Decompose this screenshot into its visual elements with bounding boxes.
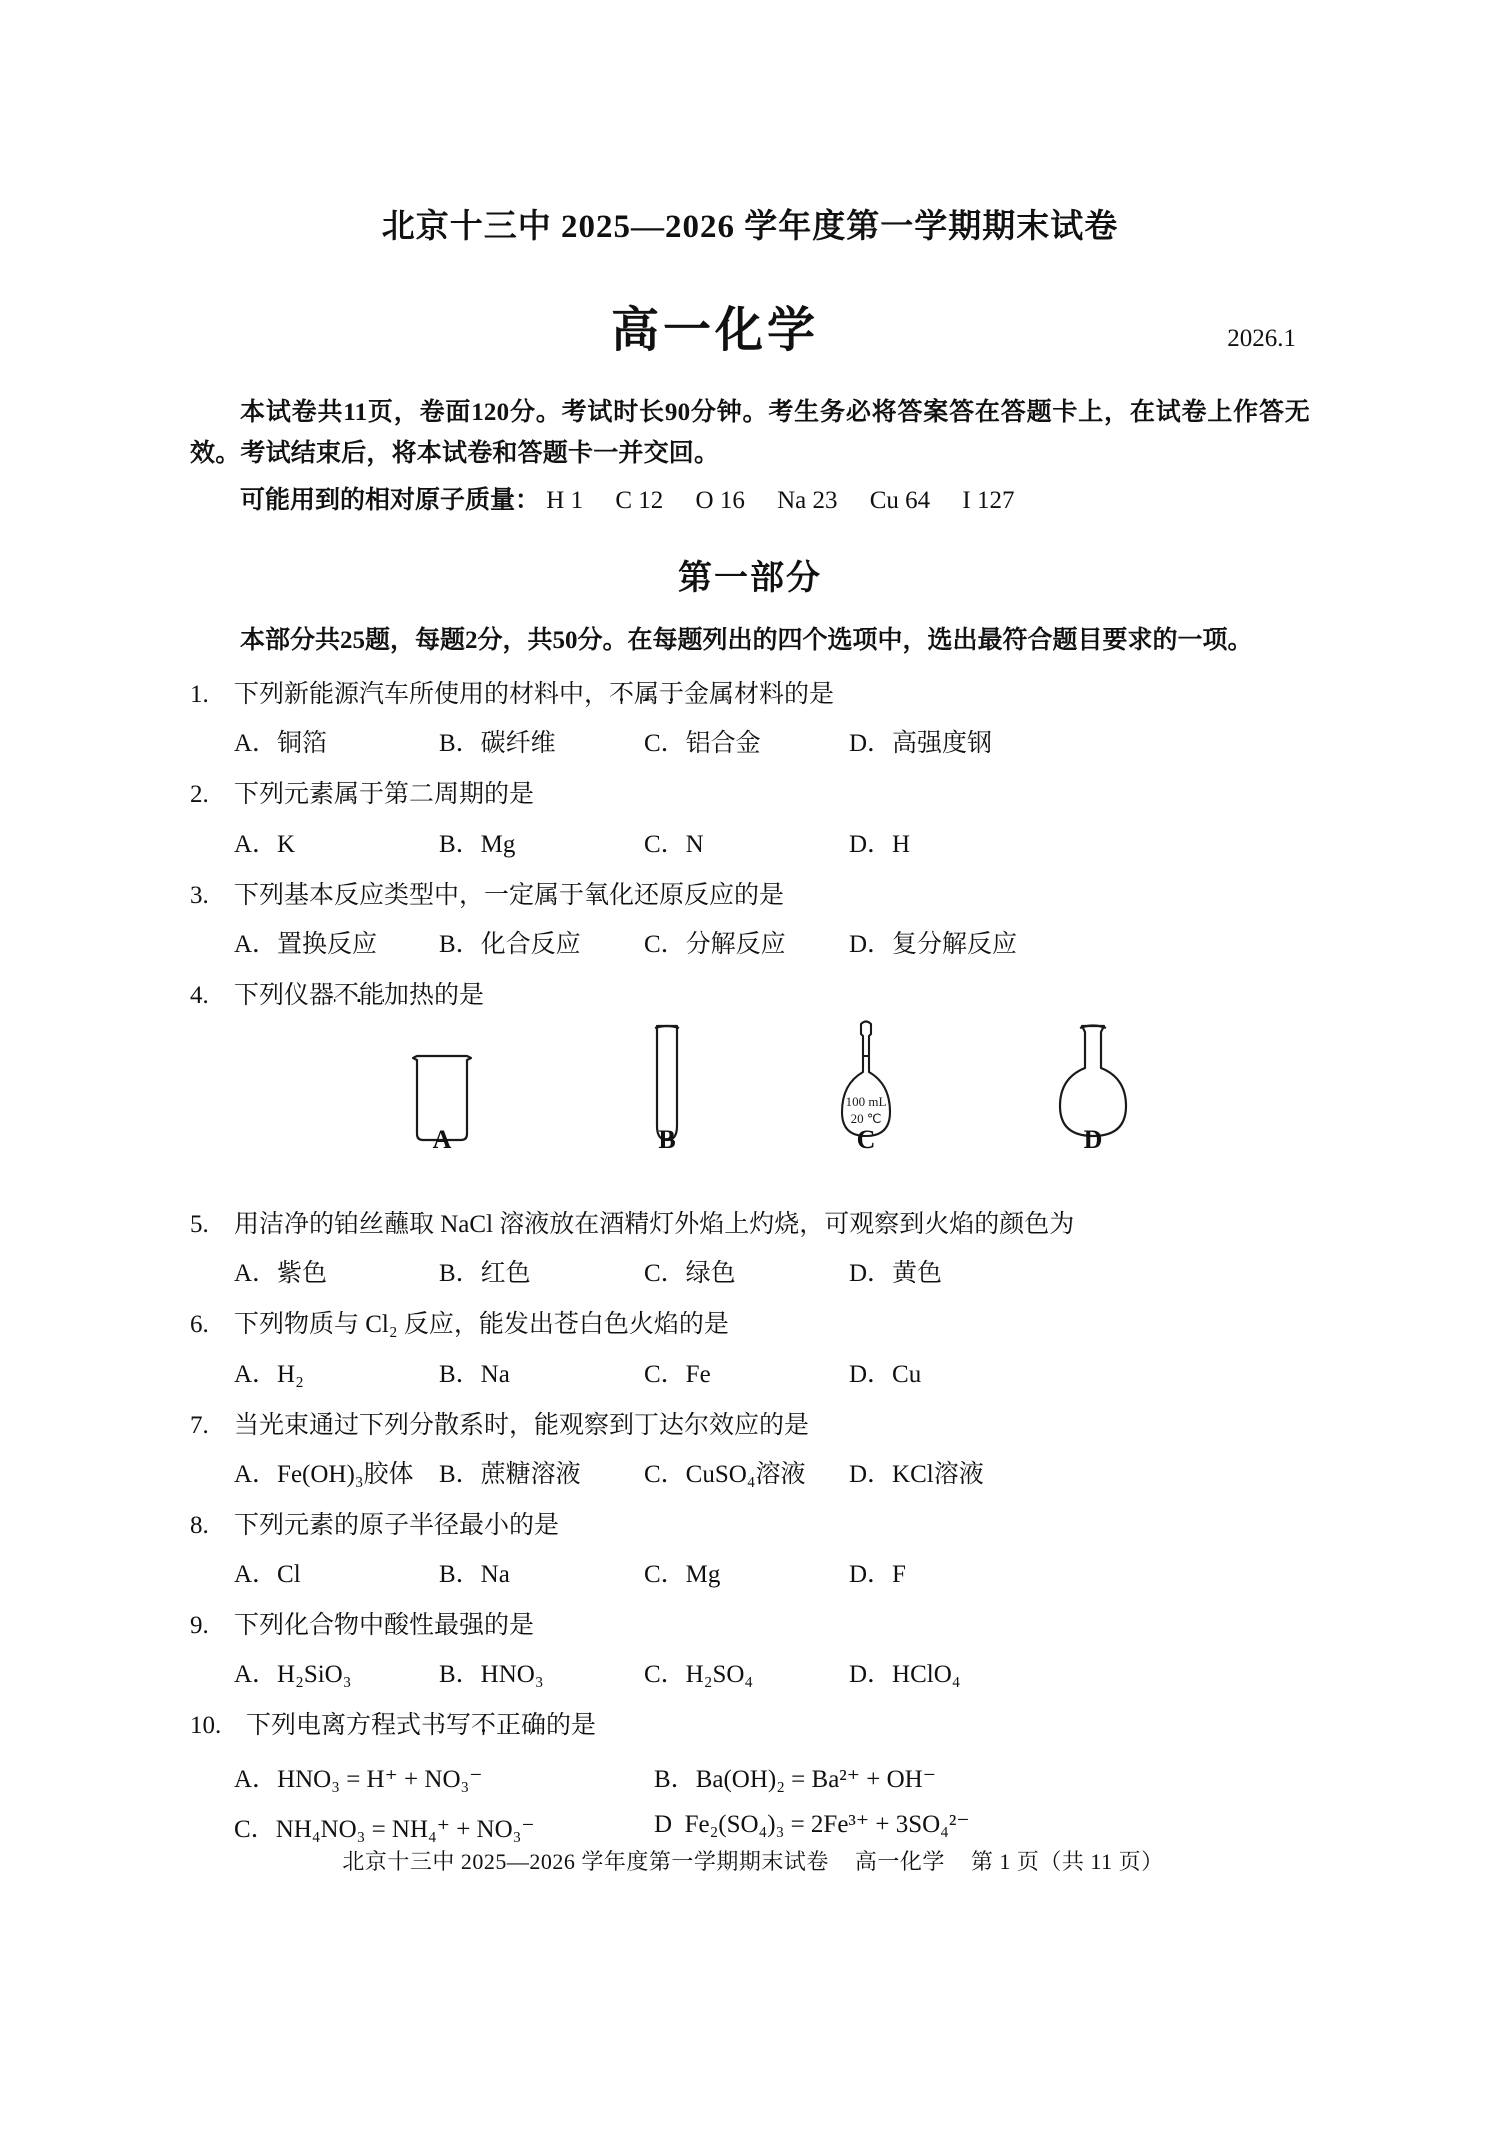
question-10-option-a[interactable] [234, 1759, 654, 1795]
figure-label-c: C [856, 1125, 876, 1154]
question-1-option-c[interactable]: C．铝合金 [644, 730, 761, 758]
question-5-option-c[interactable]: C．绿色 [644, 1260, 736, 1288]
footer-page-number: 第 1 页（共 11 页） [970, 1849, 1164, 1874]
question-6-option-a[interactable]: A．H₂ [234, 1360, 304, 1388]
question-1-option-d[interactable]: D．高强度钢 [849, 730, 993, 758]
question-10-option-c-label: C． [234, 1815, 276, 1843]
question-2-options [234, 827, 1310, 862]
question-8-option-b[interactable]: B．Na [439, 1561, 510, 1588]
instructions-text: 本试卷共11页，卷面120分。考试时长90分钟。考生务必将答案答在答题卡上，在试卷上作答无效。考试结束后，将本试卷和答题卡一并交回。 [190, 399, 1310, 467]
question-7-option-b[interactable]: B．蔗糖溶液 [439, 1460, 581, 1488]
question-9 [190, 1608, 1310, 1692]
atomic-mass-label: 可能用到的相对原子质量： [240, 487, 541, 514]
question-10-stem-emphasis: 不正确 [471, 1712, 546, 1742]
question-6-text: 下列物质与 Cl₂ 反应，能发出苍白色火焰的是 [234, 1311, 729, 1339]
question-8 [190, 1508, 1310, 1592]
atomic-mass-values [540, 487, 1040, 514]
atomic-mass-c: C 12 [615, 487, 664, 514]
question-10 [190, 1708, 1310, 1844]
question-3-option-a[interactable]: A．置换反应 [234, 930, 378, 958]
flask-mark-volume: 100 mL [845, 1094, 887, 1109]
question-8-number: 8. [190, 1511, 209, 1539]
question-6-option-c[interactable]: C．Fe [644, 1360, 711, 1388]
part-heading: 第一部分 [678, 560, 822, 597]
question-7 [190, 1408, 1310, 1492]
question-1-options [234, 726, 1310, 761]
question-1-stem-emphasis: 不属于 [609, 681, 684, 711]
question-9-option-d[interactable]: D．HClO₄ [849, 1661, 961, 1689]
question-1-option-a[interactable]: A．铜箔 [234, 730, 328, 758]
question-8-stem [190, 1508, 1310, 1544]
question-9-number: 9. [190, 1612, 209, 1639]
page-title: 北京十三中 2025—2026 学年度第一学期期末试卷 [381, 209, 1119, 245]
question-3-option-c[interactable]: C．分解反应 [644, 930, 786, 958]
question-10-option-b[interactable] [654, 1759, 1074, 1795]
question-5 [190, 1207, 1310, 1291]
question-10-option-c-equation: NH₄NO₃ = NH₄⁺ + NO₃⁻ [275, 1815, 535, 1843]
question-10-option-d-equation: Fe₂(SO₄)₃ = 2Fe³⁺ + 3SO₄²⁻ [684, 1810, 970, 1838]
question-10-options-row-2 [234, 1809, 1310, 1845]
question-4-stem-post: 加热的是 [384, 981, 485, 1009]
question-4-stem-pre: 下列仪器 [234, 981, 335, 1009]
question-3-number: 3. [190, 881, 209, 909]
question-2-text: 下列元素属于第二周期的是 [234, 781, 535, 809]
question-2-stem [190, 777, 1310, 813]
question-5-option-d[interactable]: D．黄色 [849, 1260, 943, 1288]
atomic-mass-h: H 1 [546, 487, 584, 514]
question-2-number: 2. [190, 781, 209, 809]
question-6-stem [190, 1307, 1310, 1343]
atomic-mass-line [190, 480, 1310, 516]
subject-title: 高一化学 [610, 304, 819, 357]
figure-label-d: D [1083, 1125, 1103, 1154]
question-10-number: 10. [190, 1712, 222, 1740]
figure-label-b: B [658, 1125, 676, 1154]
question-6-number: 6. [190, 1311, 209, 1339]
question-10-option-d-label: D [654, 1810, 673, 1838]
question-1-number: 1. [190, 681, 209, 708]
page-footer [0, 1845, 1506, 1876]
subject-row [190, 291, 1310, 357]
question-10-options-row-1 [234, 1759, 1310, 1795]
question-2-option-d[interactable]: D．H [849, 830, 911, 858]
test-tube-icon [645, 1022, 689, 1155]
question-5-option-a[interactable]: A．紫色 [234, 1260, 328, 1288]
question-5-number: 5. [190, 1211, 209, 1238]
instructions-block [190, 393, 1310, 474]
question-10-text [246, 1708, 1310, 1744]
question-4-number: 4. [190, 981, 209, 1009]
question-3-option-d[interactable]: D．复分解反应 [849, 930, 1018, 958]
question-9-option-c[interactable]: C．H₂SO₄ [644, 1661, 754, 1689]
footer-subject: 高一化学 [854, 1849, 945, 1874]
volumetric-flask-icon [828, 1020, 904, 1155]
question-7-text: 当光束通过下列分散系时，能观察到丁达尔效应的是 [234, 1411, 810, 1439]
question-1-stem-pre: 下列新能源汽车所使用的材料中， [234, 681, 610, 708]
atomic-mass-cu: Cu 64 [869, 487, 931, 514]
question-9-options [234, 1657, 1310, 1692]
question-7-option-c[interactable]: C．CuSO₄溶液 [644, 1460, 806, 1488]
question-4-stem [190, 978, 1310, 1014]
question-10-option-b-label: B． [654, 1765, 696, 1793]
question-3-text: 下列基本反应类型中，一定属于氧化还原反应的是 [234, 881, 785, 909]
flask-mark-temperature: 20 ℃ [850, 1111, 882, 1126]
question-3-options [234, 927, 1310, 962]
question-6-option-b[interactable]: B．Na [439, 1360, 510, 1388]
question-5-stem [190, 1207, 1310, 1243]
question-10-stem-pre: 下列电离方程式书写 [246, 1712, 472, 1740]
question-9-option-a[interactable]: A．H₂SiO₃ [234, 1661, 352, 1689]
question-10-stem-post: 的是 [546, 1712, 597, 1740]
question-8-option-d[interactable]: D．F [849, 1561, 906, 1588]
question-10-option-c[interactable] [234, 1809, 654, 1845]
question-7-stem [190, 1408, 1310, 1444]
question-3-stem [190, 878, 1310, 914]
round-bottom-flask-icon [1048, 1020, 1138, 1155]
question-8-option-a[interactable]: A．Cl [234, 1561, 301, 1588]
question-4-text [234, 978, 1310, 1014]
question-1-text [234, 677, 1310, 713]
question-7-number: 7. [190, 1411, 209, 1439]
question-10-option-a-label: A． [234, 1765, 278, 1793]
question-8-option-c[interactable]: C．Mg [644, 1561, 721, 1588]
question-2-option-b[interactable]: B．Mg [439, 830, 516, 858]
footer-exam-title: 北京十三中 2025—2026 学年度第一学期期末试卷 [342, 1849, 829, 1874]
question-2-option-c[interactable]: C．N [644, 830, 704, 858]
figure-label-a: A [432, 1125, 452, 1154]
question-4-stem-emphasis: 不能 [334, 982, 384, 1012]
question-5-option-b[interactable]: B．红色 [439, 1260, 531, 1288]
question-9-option-b[interactable]: B．HNO₃ [439, 1661, 544, 1689]
exam-date: 2026.1 [1227, 325, 1296, 352]
question-8-options [234, 1557, 1310, 1592]
question-3-option-b[interactable]: B．化合反应 [439, 930, 581, 958]
question-7-options [234, 1457, 1310, 1492]
question-9-text: 下列化合物中酸性最强的是 [234, 1612, 535, 1639]
question-1-option-b[interactable]: B．碳纤维 [439, 730, 556, 758]
atomic-mass-o: O 16 [695, 487, 745, 514]
question-1-stem-post: 金属材料的是 [684, 681, 835, 708]
question-5-options [234, 1256, 1310, 1291]
question-9-stem [190, 1608, 1310, 1644]
question-8-text: 下列元素的原子半径最小的是 [234, 1511, 560, 1539]
page-content [190, 0, 1310, 1845]
question-1-stem [190, 677, 1310, 713]
atomic-mass-i: I 127 [962, 487, 1015, 514]
question-3 [190, 878, 1310, 962]
question-10-option-b-equation: Ba(OH)₂ = Ba²⁺ + OH⁻ [695, 1765, 936, 1793]
question-2 [190, 777, 1310, 861]
question-5-text: 用洁净的铂丝蘸取 NaCl 溶液放在酒精灯外焰上灼烧，可观察到火焰的颜色为 [234, 1211, 1075, 1238]
part-description: 本部分共25题，每题2分，共50分。在每题列出的四个选项中，选出最符合题目要求的一项。 [240, 627, 1253, 654]
question-7-option-a[interactable]: A．Fe(OH)₃胶体 [234, 1460, 414, 1488]
question-1 [190, 677, 1310, 761]
question-6 [190, 1307, 1310, 1391]
question-2-option-a[interactable]: A．K [234, 830, 296, 858]
question-6-options [234, 1357, 1310, 1392]
question-6-option-d[interactable]: D．Cu [849, 1360, 922, 1388]
question-10-option-a-equation: HNO₃ = H⁺ + NO₃⁻ [277, 1765, 483, 1793]
atomic-mass-na: Na 23 [777, 487, 838, 514]
question-10-option-d[interactable] [654, 1809, 1074, 1845]
beaker-icon [405, 1048, 479, 1155]
question-7-option-d[interactable]: D．KCl溶液 [849, 1460, 984, 1488]
question-4-figures [220, 1026, 1310, 1191]
question-4 [190, 978, 1310, 1191]
question-10-stem [190, 1708, 1310, 1744]
